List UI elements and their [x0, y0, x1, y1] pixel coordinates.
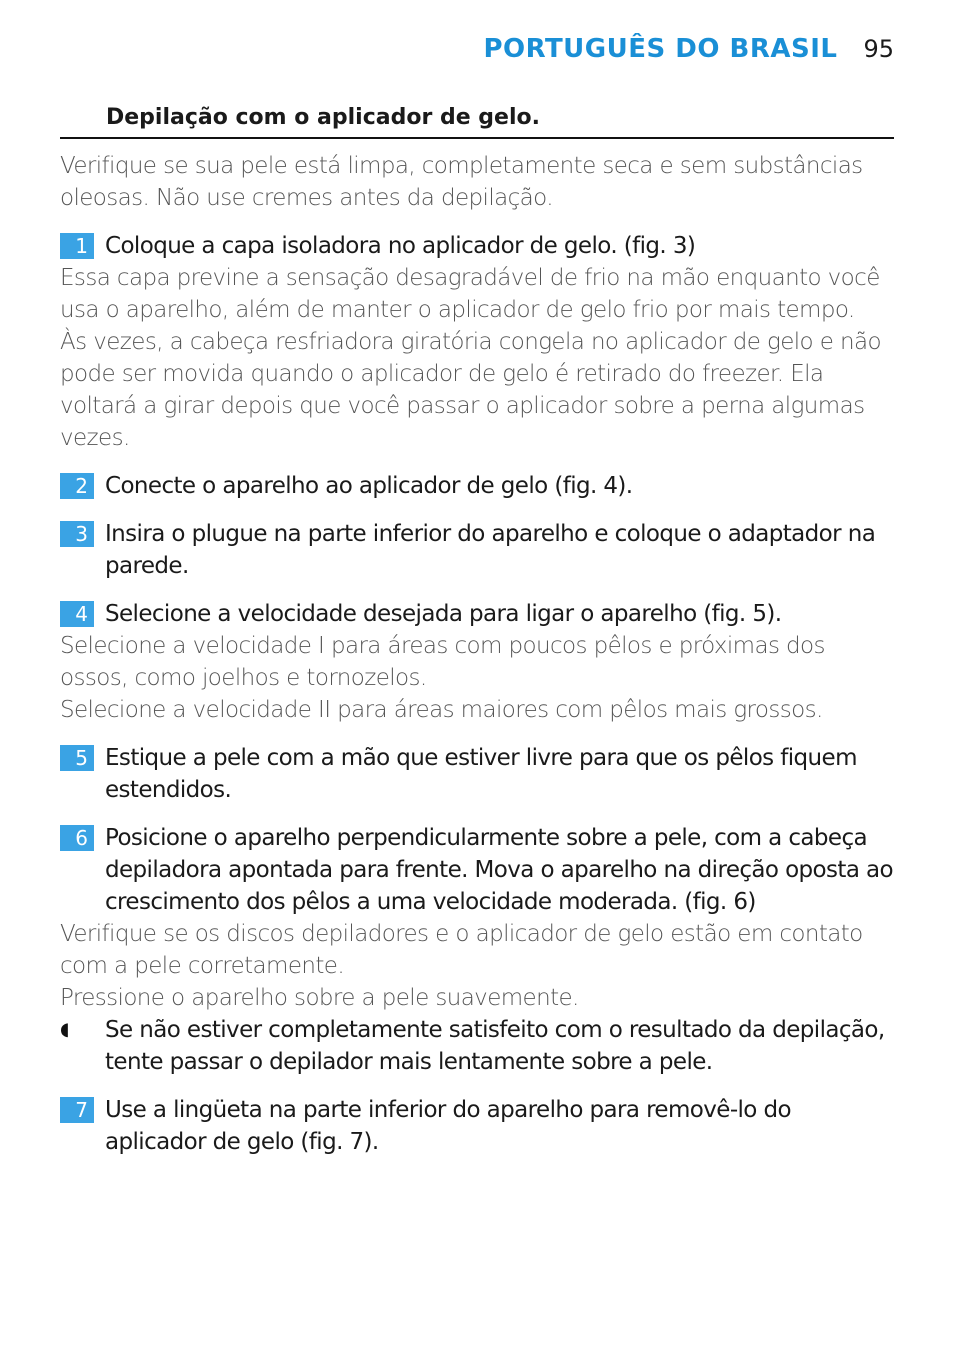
step-text: Estique a pele com a mão que estiver livre para que os pêlos fiquem estendidos.: [105, 745, 857, 803]
step-text: Posicione o aparelho perpendicularmente sobre a pele, com a cabeça depiladora apontada para frente. Mova o aparelho na direção oposta ao crescimento dos pêlos a uma velocidade moderada. (fig. 6): [105, 825, 894, 915]
step-number-badge: 7: [60, 1097, 94, 1123]
section-title: Depilação com o aplicador de gelo.: [60, 103, 894, 139]
step-text: Insira o plugue na parte inferior do aparelho e coloque o adaptador na parede.: [105, 521, 876, 579]
step-4: [60, 598, 896, 630]
step-text: Conecte o aparelho ao aplicador de gelo (fig. 4).: [105, 473, 633, 499]
step-text: Coloque a capa isoladora no aplicador de gelo. (fig. 3): [105, 233, 696, 259]
step-note: Às vezes, a cabeça resfriadora giratória congela no aplicador de gelo e não pode ser movida quando o aplicador de gelo é retirado do freezer. Ela voltará a girar depois que você passar o aplicador sobre a perna algumas vezes.: [60, 329, 881, 451]
bullet-text: Se não estiver completamente satisfeito com o resultado da depilação, tente passar o depilador mais lentamente sobre a pele.: [105, 1017, 885, 1075]
step-7: [60, 1094, 896, 1158]
step-text: Selecione a velocidade desejada para ligar o aparelho (fig. 5).: [105, 601, 782, 627]
step-number-badge: 2: [60, 473, 94, 499]
step-note: Pressione o aparelho sobre a pele suavemente.: [60, 985, 579, 1011]
bullet-item: [60, 1014, 896, 1078]
language-title: PORTUGUÊS DO BRASIL: [483, 34, 838, 64]
bullet-arrow-icon: ◖: [60, 1019, 70, 1040]
intro-paragraph: Verifique se sua pele está limpa, completamente seca e sem substâncias oleosas. Não use cremes antes da depilação.: [60, 153, 863, 211]
step-number-badge: 4: [60, 601, 94, 627]
page-header: [483, 34, 894, 74]
page-number: 95: [863, 35, 894, 63]
step-2: [60, 470, 896, 502]
step-1: [60, 230, 896, 262]
step-5: [60, 742, 896, 806]
step-number-badge: 6: [60, 825, 94, 851]
step-note: Verifique se os discos depiladores e o aplicador de gelo estão em contato com a pele corretamente.: [60, 921, 863, 979]
step-6: [60, 822, 896, 918]
step-number-badge: 5: [60, 745, 94, 771]
step-note: Selecione a velocidade II para áreas maiores com pêlos mais grossos.: [60, 697, 823, 723]
step-number-badge: 1: [60, 233, 94, 259]
step-3: [60, 518, 896, 582]
step-text: Use a lingüeta na parte inferior do aparelho para removê-lo do aplicador de gelo (fig. 7).: [105, 1097, 791, 1155]
content: [60, 150, 896, 1158]
step-note: Selecione a velocidade I para áreas com poucos pêlos e próximas dos ossos, como joelhos e tornozelos.: [60, 633, 825, 691]
step-number-badge: 3: [60, 521, 94, 547]
step-note: Essa capa previne a sensação desagradável de frio na mão enquanto você usa o aparelho, além de manter o aplicador de gelo frio por mais tempo.: [60, 265, 880, 323]
